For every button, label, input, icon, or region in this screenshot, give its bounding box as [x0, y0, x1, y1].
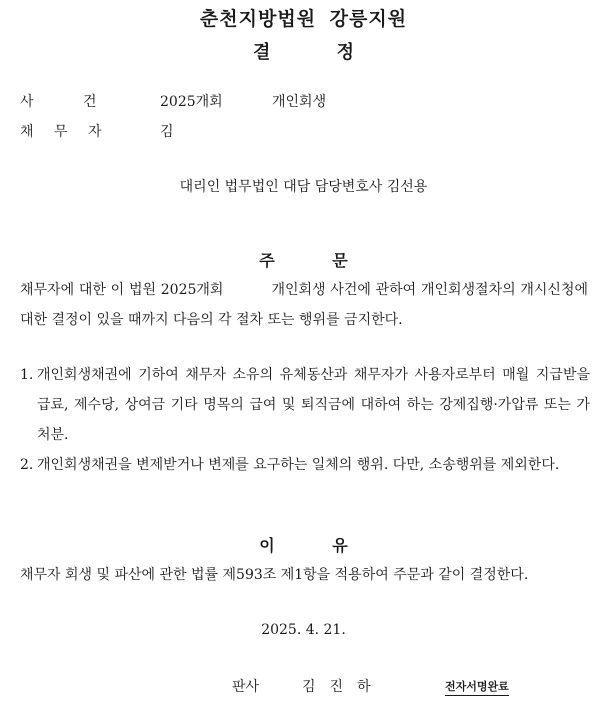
- case-label: 사 건: [20, 94, 97, 110]
- judge-role: 판사: [232, 679, 260, 695]
- order-intro-part2: 개인회생 사건에 관하여 개인회생절차의 개시신청에 대한 결정이 있을 때까지 다음의 각 절차 또는 행위를 금지한다.: [20, 282, 588, 328]
- order-item: [20, 450, 590, 480]
- order-item-number: 1.: [20, 367, 34, 383]
- e-signature-stamp: 전자서명완료: [445, 678, 509, 696]
- reason-heading: 이 유: [259, 536, 348, 555]
- court-name: 춘천지방법원 강릉지원: [199, 8, 408, 30]
- legal-agent: 대리인 법무법인 대담 담당변호사 김선용: [179, 179, 428, 195]
- order-item: [20, 360, 590, 450]
- order-intro: [20, 275, 588, 335]
- order-item-text: 개인회생채권을 변제받거나 변제를 요구하는 일체의 행위. 다만, 소송행위를 제외한다.: [37, 457, 560, 473]
- judge-name: 김진하: [302, 679, 385, 695]
- reason-text: 채무자 회생 및 파산에 관한 법률 제593조 제1항을 적용하여 주문과 같이 결정한다.: [20, 567, 529, 583]
- debtor-name: 김: [160, 124, 174, 140]
- case-number: 2025개회: [160, 94, 223, 110]
- document-title: 결 정: [252, 42, 355, 63]
- order-intro-part1: 채무자에 대한 이 법원 2025개회: [20, 282, 224, 298]
- order-item-text: 개인회생채권에 기하여 채무자 소유의 유체동산과 채무자가 사용자로부터 매월 지급받을 급료, 제수당, 상여금 기타 명목의 급여 및 퇴직금에 대하여 하는 강제집행·가압류 또는 가처분.: [37, 367, 590, 443]
- order-item-number: 2.: [20, 457, 34, 473]
- order-items: [20, 360, 590, 480]
- order-heading: 주 문: [259, 251, 348, 270]
- debtor-label: 채 무 자: [20, 124, 102, 140]
- decision-date: 2025. 4. 21.: [261, 622, 346, 638]
- case-name: 개인회생: [272, 94, 327, 110]
